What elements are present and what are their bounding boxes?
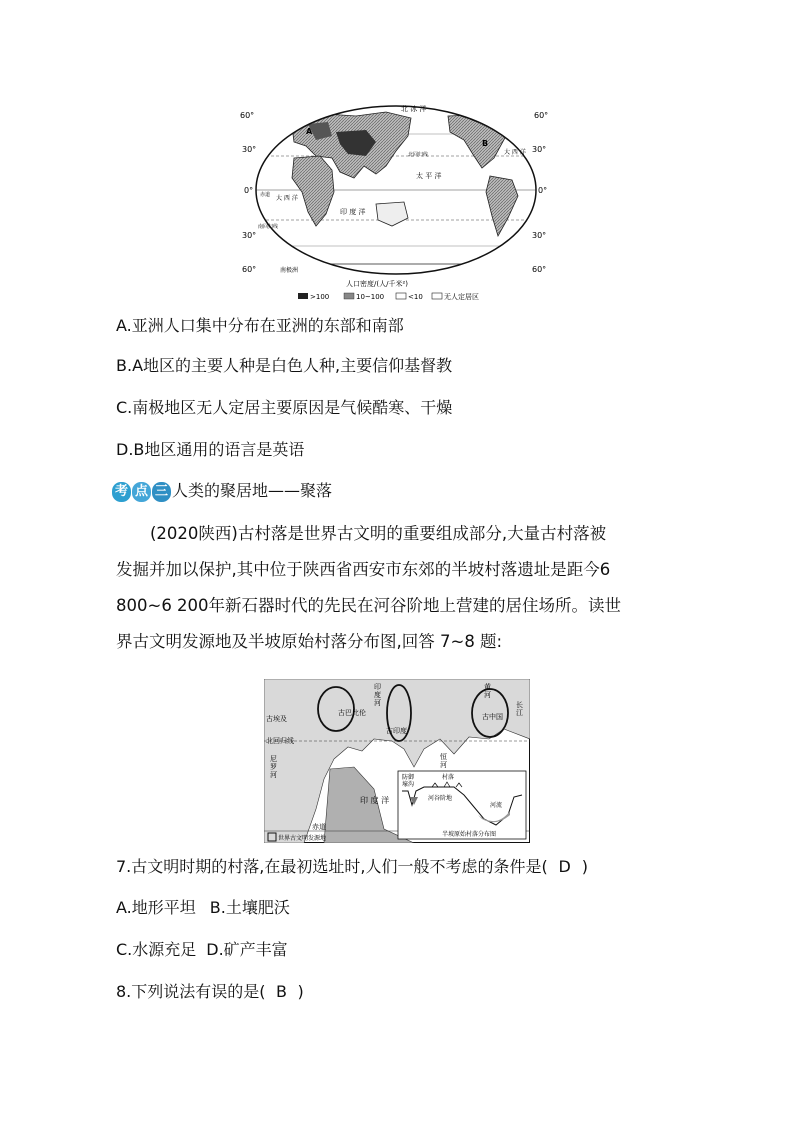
inset-terrace-label: 河谷阶地 <box>428 795 453 802</box>
lat-label: 30° <box>532 145 547 154</box>
tropic-capricorn-label: 南回归线 <box>258 224 279 230</box>
badge-char: 三 <box>152 482 171 502</box>
q7-option-a: A.地形平坦 <box>116 898 196 917</box>
q7-option-b: B.土壤肥沃 <box>209 898 290 917</box>
question-7-options-row2 <box>116 940 288 960</box>
tropic-cancer-label: 北回归线 <box>408 152 429 158</box>
pacific-ocean-label: 太 平 洋 <box>416 172 442 180</box>
india-label: 古印度 <box>386 727 407 735</box>
legend-swatch-high <box>298 293 308 299</box>
option-d: D.B地区通用的语言是英语 <box>116 440 305 459</box>
section-title: 人类的聚居地——聚落 <box>172 481 333 500</box>
lat-label: 0° <box>538 186 548 195</box>
passage-line: 800~6 200年新石器时代的先民在河谷阶地上营建的居住场所。读世 <box>116 596 622 615</box>
atlantic-ocean-label: 大 西 洋 <box>276 195 298 202</box>
region-a-label: A <box>306 127 313 136</box>
legend-swatch-low <box>396 293 406 299</box>
question-7-options-row1 <box>116 898 290 918</box>
legend-swatch-mid <box>344 293 354 299</box>
equator-label: 赤道 <box>260 192 271 198</box>
section-badge <box>112 482 172 502</box>
legend-label: <10 <box>408 293 423 301</box>
inset-ditch-label: 防御壕沟 <box>402 774 415 788</box>
indus-label: 印度河 <box>374 683 381 707</box>
question-8-stem: 8.下列说法有误的是( <box>116 982 266 1001</box>
yangtze-label: 长江 <box>516 701 523 717</box>
question-7-close: ) <box>581 857 588 876</box>
babylon-label: 古巴比伦 <box>338 709 366 717</box>
legend-label: >100 <box>310 293 330 301</box>
ancient-civilizations-map <box>264 679 530 843</box>
inset-village-label: 村落 <box>442 774 455 781</box>
badge-char: 点 <box>132 482 151 502</box>
lat-label: 30° <box>242 145 257 154</box>
section-header <box>112 481 332 502</box>
banpo-inset <box>398 771 526 839</box>
lat-label: 60° <box>240 111 255 120</box>
lat-label: 30° <box>532 231 547 240</box>
lat-label: 60° <box>242 265 257 274</box>
lat-label: 30° <box>242 231 257 240</box>
lat-label: 60° <box>532 265 547 274</box>
option-c: C.南极地区无人定居主要原因是气候酷寒、干燥 <box>116 398 453 417</box>
q7-option-c: C.水源充足 <box>116 940 197 959</box>
question-7-stem: 7.古文明时期的村落,在最初选址时,人们一般不考虑的条件是( <box>116 857 548 876</box>
passage-line: (2020陕西)古村落是世界古文明的重要组成部分,大量古村落被 <box>150 524 607 543</box>
question-8 <box>116 982 304 1002</box>
yellow-river-label: 黄河 <box>484 683 491 699</box>
passage-line: 发掘并加以保护,其中位于陕西省西安市东郊的半坡村落遗址是距今6 <box>116 560 611 579</box>
ganges-label: 恒河 <box>440 753 447 769</box>
passage <box>116 516 682 660</box>
antarctica-label: 南极洲 <box>280 267 299 274</box>
passage-line: 界古文明发源地及半坡原始村落分布图,回答 7~8 题: <box>116 632 503 651</box>
inset-river-label: 河流 <box>490 802 503 809</box>
equator-label: 赤道 <box>312 823 326 831</box>
indian-ocean-label: 印 度 洋 <box>360 796 390 805</box>
option-b: B.A地区的主要人种是白色人种,主要信仰基督教 <box>116 356 453 375</box>
question-7 <box>116 857 588 877</box>
population-density-map <box>236 96 556 306</box>
indian-ocean-label: 印 度 洋 <box>340 208 366 216</box>
legend-title: 人口密度/(人/千米²) <box>346 280 408 288</box>
question-7-answer: D <box>558 857 571 876</box>
lat-label: 60° <box>534 111 549 120</box>
egypt-label: 古埃及 <box>266 715 287 723</box>
nile-label: 尼罗河 <box>270 755 277 779</box>
legend-label: 10~100 <box>356 293 385 301</box>
option-a: A.亚洲人口集中分布在亚洲的东部和南部 <box>116 316 404 335</box>
region-b-label: B <box>482 139 489 148</box>
question-8-answer: B <box>276 982 287 1001</box>
inset-title: 半坡原始村落分布图 <box>442 831 497 838</box>
legend-swatch-none <box>432 293 442 299</box>
question-8-close: ) <box>297 982 304 1001</box>
china-label: 古中国 <box>482 713 503 721</box>
badge-char: 考 <box>112 482 131 502</box>
map2-legend: 世界古文明发源地 <box>278 835 327 842</box>
tropic-label: 北回归线 <box>266 737 294 745</box>
atlantic-ocean-label: 大 西 洋 <box>504 149 526 156</box>
legend-label: 无人定居区 <box>444 293 479 301</box>
arctic-ocean-label: 北 冰 洋 <box>401 105 427 113</box>
lat-label: 0° <box>244 186 254 195</box>
q7-option-d: D.矿产丰富 <box>206 940 288 959</box>
